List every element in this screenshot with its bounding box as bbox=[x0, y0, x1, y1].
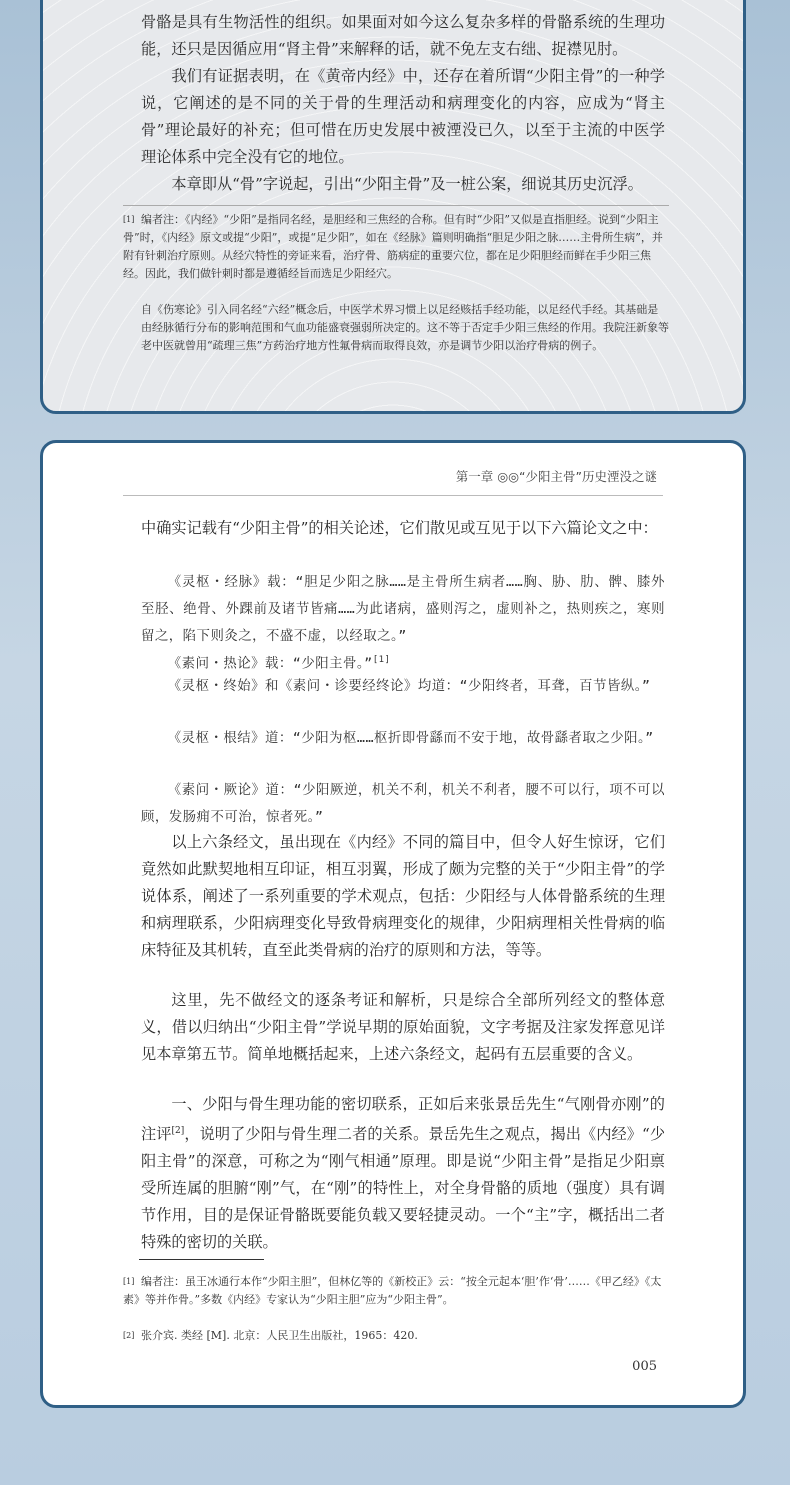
top-paragraph-2: 我们有证据表明，在《黄帝内经》中，还存在着所谓“少阳主骨”的一种学说，它阐述的是不同的关于骨的生理活动和病理变化的内容，应成为“肾主骨”理论最好的补充；但可惜在历史发展中被湮没已久，以至于主流的中医学理论体系中完全没有它的地位。 bbox=[141, 67, 665, 166]
point-one-footnote-ref: [2] bbox=[171, 1126, 185, 1136]
top-paragraph-1: 骨骼是具有生物活性的组织。如果面对如今这么复杂多样的骨骼系统的生理功能，还只是因循应用“肾主骨”来解释的话，就不免左支右绌、捉襟见肘。 bbox=[141, 13, 665, 58]
footnote-1-text: 编者注：虽王冰通行本作“少阳主胆”，但林亿等的《新校正》云：“按全元起本‘胆’作‘骨’……《甲乙经》《太素》等并作骨。”多数《内经》专家认为“少阳主胆”应为“少阳主骨”。 bbox=[123, 1275, 662, 1306]
quote-lingshu-genjie: 《灵枢・根结》道：“少阳为枢……枢折即骨繇而不安于地，故骨繇者取之少阳。” bbox=[167, 731, 654, 746]
footnote-1 bbox=[123, 1273, 669, 1309]
quote-suwen-relun-text: 《素问・热论》载：“少阳主骨。” bbox=[167, 656, 373, 672]
intro-paragraph: 中确实记载有“少阳主骨”的相关论述，它们散见或互见于以下六篇论文之中： bbox=[141, 519, 658, 537]
footnote-1-mark: [1] bbox=[123, 1277, 135, 1286]
quote-footnote-ref-1: [1] bbox=[372, 655, 391, 665]
paragraph-six-texts: 以上六条经文，虽出现在《内经》不同的篇目中，但令人好生惊讶，它们竟然如此默契地相互印证，相互羽翼，形成了颇为完整的关于“少阳主骨”的学说体系，阐述了一系列重要的学术观点，包括：少阳经与人体骨骼系统的生理和病理联系，少阳病理变化导致骨病理变化的规律，少阳病理相关性骨病的临床特征及其机转，直至此类骨病的治疗的原则和方法，等等。 bbox=[141, 833, 665, 959]
page-number: 005 bbox=[632, 1359, 657, 1374]
header-rule bbox=[123, 495, 663, 496]
bottom-page-card bbox=[40, 440, 746, 1408]
top-footnote-continuation: 自《伤寒论》引入同名经“六经”概念后，中医学术界习惯上以足经赅括手经功能，以足经代手经。其基础是由经脉循行分布的影响范围和气血功能盛衰强弱所决定的。这不等于否定手少阳三焦经的作用。我院汪新象等老中医就曾用“疏理三焦”方药治疗地方性氟骨病而取得良效，亦是调节少阳以治疗骨病的例子。 bbox=[141, 303, 669, 352]
top-paragraph-3: 本章即从“骨”字说起，引出“少阳主骨”及一桩公案，细说其历史沉浮。 bbox=[171, 175, 643, 193]
top-footnote-mark: [1] bbox=[123, 215, 135, 224]
footnote-2 bbox=[123, 1327, 669, 1345]
chapter-header: 第一章 ◎◎“少阳主骨”历史湮没之谜 bbox=[455, 469, 657, 484]
footnote-rule bbox=[139, 1259, 264, 1260]
footnote-2-mark: [2] bbox=[123, 1331, 135, 1340]
top-footnote-text-1: 编者注：《内经》“少阳”是指同名经，是胆经和三焦经的合称。但有时“少阳”又似是直指胆经。说到“少阳主骨”时，《内经》原文或提“少阳”，或提“足少阳”，如在《经脉》篇则明确指“胆足少阳之脉……主骨所生病”，并附有针刺治疗原则。从经穴特性的旁证来看，治疗骨、筋病症的重要穴位，都在足少阳胆经而鲜在手少阳三焦经。因此，我们做针刺时都是遵循经旨而选足少阳经穴。 bbox=[123, 213, 663, 280]
point-one-text-b: ，说明了少阳与骨生理二者的关系。景岳先生之观点，揭出《内经》“少阳主骨”的深意，可称之为“刚气相通”原理。即是说“少阳主骨”是指足少阳禀受所连属的胆腑“刚”气，在“刚”的特性上，对全身骨骼的质地（强度）具有调节作用，目的是保证骨骼既要能负载又要轻捷灵动。一个“主”字，概括出二者特殊的密切的关联。 bbox=[141, 1125, 666, 1252]
quote-lingshu-zhongshi: 《灵枢・终始》和《素问・诊要经终论》均道：“少阳终者，耳聋，百节皆纵。” bbox=[167, 679, 651, 694]
top-page-card bbox=[40, 0, 746, 414]
top-footnote bbox=[123, 211, 669, 283]
quote-lingshu-jingmai: 《灵枢・经脉》载：“胆足少阳之脉……是主骨所生病者……胸、胁、肋、髀、膝外至胫、绝骨、外踝前及诸节皆痛……为此诸病，盛则泻之，虚则补之，热则疾之，寒则留之，陷下则灸之，不盛不虚，以经取之。” bbox=[141, 575, 665, 644]
point-one-text-a: 一、少阳与骨生理功能的密切联系，正如后来张景岳先生“气刚骨亦刚”的注评 bbox=[141, 1095, 665, 1144]
footnote-2-text: 张介宾. 类经 [M]. 北京：人民卫生出版社，1965：420. bbox=[141, 1329, 418, 1342]
paragraph-point-one bbox=[141, 1091, 665, 1256]
quote-suwen-juelun: 《素问・厥论》道：“少阳厥逆，机关不利，机关不利者，腰不可以行，项不可以顾，发肠痈不可治，惊者死。” bbox=[141, 783, 665, 825]
top-footnote-rule bbox=[123, 205, 669, 206]
paragraph-summary: 这里，先不做经文的逐条考证和解析，只是综合全部所列经文的整体意义，借以归纳出“少阳主骨”学说早期的原始面貌，文字考据及注家发挥意见详见本章第五节。简单地概括起来，上述六条经文，起码有五层重要的含义。 bbox=[141, 991, 665, 1063]
